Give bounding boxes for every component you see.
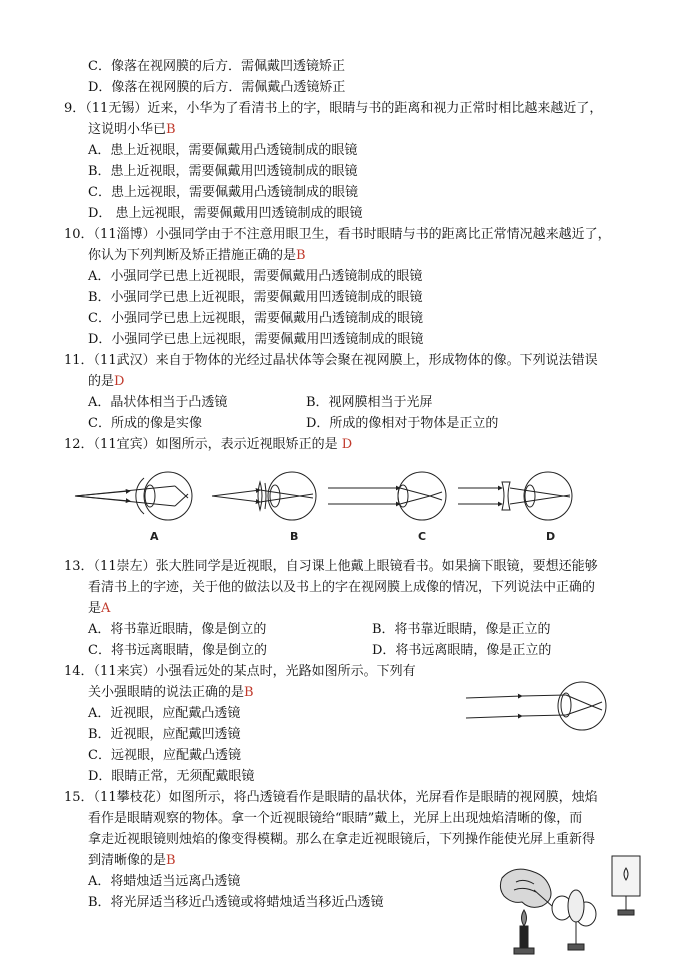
question-10-option-a: A．小强同学已患上近视眼，需要佩戴用凸透镜制成的眼镜: [88, 269, 423, 284]
question-10-stem-cont: [88, 247, 306, 265]
eye-diagram-a: [75, 472, 192, 520]
question-9-option-d: D． 患上远视眼，需要佩戴用凹透镜制成的眼镜: [88, 206, 363, 221]
question-13-option-a: A．将书靠近眼睛，像是倒立的: [88, 622, 267, 637]
question-13-answer: A: [101, 601, 111, 616]
question-14-stem: 14．（11来宾）小强看远处的某点时，光路如图所示。下列有: [64, 664, 416, 679]
question-14-option-b: B．近视眼，应配戴凹透镜: [88, 727, 241, 742]
question-13-text: 是: [88, 601, 102, 616]
question-12-answer: D: [341, 437, 353, 452]
question-11-option-d: D．所成的像相对于物体是正立的: [306, 416, 499, 431]
question-9-answer: B: [166, 122, 176, 137]
question-15-text: 到清晰像的是: [88, 853, 167, 868]
eye-correction-figure: [70, 468, 580, 548]
question-11-answer: D: [114, 374, 125, 389]
question-15-stem-cont2: 拿走近视眼镜则烛焰的像变得模糊。那么在拿走近视眼镜后，下列操作能使光屏上重新得: [88, 832, 596, 847]
candle-flame: [522, 910, 527, 926]
eye-diagram-b: [212, 472, 316, 520]
question-15-stem: 15．（11攀枝花）如图所示，将凸透镜看作是眼睛的晶状体，光屏看作是眼睛的视网膜，烛焰: [64, 790, 598, 805]
convex-lens: [568, 890, 584, 922]
question-9-stem-cont: [88, 121, 176, 139]
question-13-stem-cont: 看清书上的字迹，关于他的做法以及书上的字在视网膜上成像的情况，下列说法中正确的: [88, 580, 596, 595]
figure-label-c: C: [418, 530, 427, 543]
question-10-option-b: B．小强同学已患上近视眼，需要佩戴用凹透镜制成的眼镜: [88, 290, 423, 305]
question-14-text: 关小强眼睛的说法正确的是: [88, 685, 245, 700]
figure-label-d: D: [546, 530, 556, 543]
question-9-option-c: C．患上远视眼，需要佩戴用凸透镜制成的眼镜: [88, 185, 358, 200]
question-14-stem-cont: [88, 684, 254, 702]
eye-diagram-d: [458, 472, 572, 520]
question-11-stem-cont: [88, 373, 124, 391]
question-13-stem: 13．（11崇左）张大胜同学是近视眼，自习课上他戴上眼镜看书。如果摘下眼镜，要想还能够: [64, 559, 598, 574]
question-9-option-a: A．患上近视眼，需要佩戴用凸透镜制成的眼镜: [88, 143, 358, 158]
question-12-text: 12．（11宜宾）如图所示，表示近视眼矫正的是: [64, 437, 338, 452]
question-10-answer: B: [296, 248, 306, 263]
candle: [520, 926, 528, 948]
question-15-stem-end: [88, 852, 176, 870]
light-screen: [612, 856, 640, 896]
optical-bench-figure: [494, 848, 666, 960]
question-15-option-a: A．将蜡烛适当远离凸透镜: [88, 874, 241, 889]
question-11-option-c: C．所成的像是实像: [88, 416, 202, 431]
question-14-answer: B: [244, 685, 254, 700]
question-13-stem-end: [88, 600, 110, 618]
question-13-option-c: C．将书远离眼睛，像是倒立的: [88, 643, 267, 658]
question-9-option-b: B．患上近视眼，需要佩戴用凹透镜制成的眼镜: [88, 164, 358, 179]
question-13-option-d: D．将书远离眼睛，像是正立的: [372, 643, 552, 658]
question-13-option-b: B．将书靠近眼睛，像是正立的: [372, 622, 551, 637]
question-14-option-c: C．远视眼，应配戴凸透镜: [88, 748, 241, 763]
question-11-text: 的是: [88, 374, 115, 389]
question-12-stem: [64, 436, 352, 454]
question-15-option-b: B．将光屏适当移近凸透镜或将蜡烛适当移近凸透镜: [88, 895, 384, 910]
question-14-option-a: A．近视眼，应配戴凸透镜: [88, 706, 241, 721]
question-9-text: 这说明小华已: [88, 122, 167, 137]
question-10-stem: 10．（11淄博）小强同学由于不注意用眼卫生，看书时眼睛与书的距离比正常情况越来越近了，: [64, 227, 611, 242]
question-11-option-a: A．晶状体相当于凸透镜: [88, 395, 228, 410]
question-15-answer: B: [166, 853, 176, 868]
option-c-prev: C．像落在视网膜的后方．需佩戴凹透镜矫正: [88, 59, 345, 74]
question-14-option-d: D．眼睛正常，无须配戴眼镜: [88, 769, 255, 784]
figure-label-a: A: [150, 530, 159, 543]
option-d-prev: D．像落在视网膜的后方．需佩戴凸透镜矫正: [88, 80, 346, 95]
question-10-text: 你认为下列判断及矫正措施正确的是: [88, 248, 297, 263]
eye-light-path-figure: [462, 676, 612, 746]
figure-label-b: B: [290, 530, 299, 543]
question-10-option-c: C．小强同学已患上远视眼，需要佩戴用凸透镜制成的眼镜: [88, 311, 423, 326]
question-11-stem: 11．（11武汉）来自于物体的光经过晶状体等会聚在视网膜上，形成物体的像。下列说法错误: [64, 353, 598, 368]
question-9-stem: 9．（11无锡）近来，小华为了看清书上的字，眼睛与书的距离和视力正常时相比越来越近了，: [64, 101, 603, 116]
question-15-stem-cont1: 看作是眼睛观察的物体。拿一个近视眼镜给“眼睛”戴上，光屏上出现烛焰清晰的像，而: [88, 811, 583, 826]
question-10-option-d: D．小强同学已患上远视眼，需要佩戴用凹透镜制成的眼镜: [88, 332, 424, 347]
question-11-option-b: B．视网膜相当于光屏: [306, 395, 433, 410]
eye-diagram-c: [328, 472, 446, 520]
